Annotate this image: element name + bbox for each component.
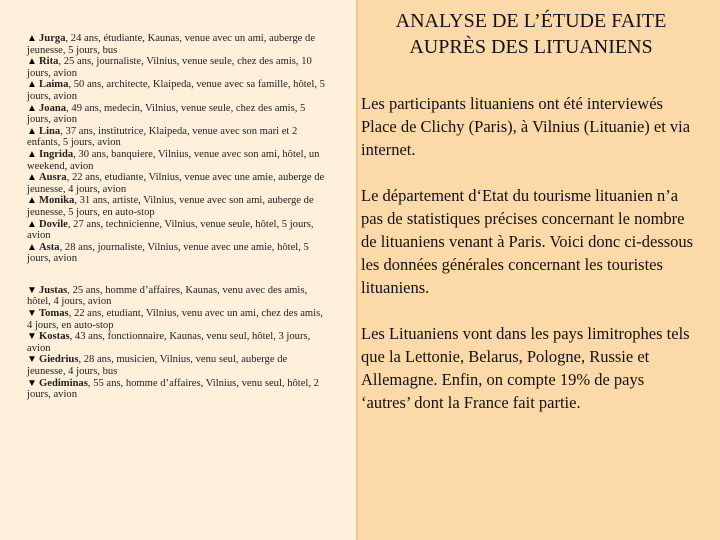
participant-name: Giedrius	[39, 354, 79, 366]
triangle-down-icon: ▼	[27, 354, 37, 366]
participant-details: , 37 ans, institutrice, Klaipeda, venue avec son mari et 2 enfants, 5 jours, avion	[27, 125, 298, 149]
participant-entry	[27, 172, 325, 195]
triangle-down-icon: ▼	[27, 331, 37, 343]
participant-name: Jurga	[39, 33, 66, 44]
triangle-up-icon: ▲	[27, 56, 37, 68]
participant-name: Joana	[39, 102, 67, 114]
participant-name: Ausra	[39, 172, 67, 184]
analysis-panel	[361, 0, 701, 414]
participant-name: Laima	[39, 79, 69, 91]
triangle-up-icon: ▲	[27, 102, 37, 114]
participant-entry	[27, 195, 325, 218]
participant-name: Asta	[39, 241, 60, 253]
participant-entry	[27, 33, 325, 56]
triangle-up-icon: ▲	[27, 79, 37, 91]
participant-details: , 28 ans, journaliste, Vilnius, venue avec une amie, hôtel, 5 jours, avion	[27, 241, 309, 265]
men-participants-list	[27, 285, 356, 401]
participant-details: , 31 ans, artiste, Vilnius, venue avec son ami, auberge de jeunesse, 5 jours, en auto-stop	[27, 195, 314, 218]
paragraph-statistics: Le département d‘Etat du tourisme lituanien n’a pas de statistiques précises concernant le nombre de lituaniens venant à Paris. Voici donc ci-dessous les données générales concernant les touristes lituaniens.	[361, 186, 694, 297]
triangle-up-icon: ▲	[27, 172, 37, 184]
participant-name: Monika	[39, 195, 75, 207]
participant-name: Gediminas	[39, 377, 88, 389]
participant-details: , 50 ans, architecte, Klaipeda, venue avec sa famille, hôtel, 5 jours, avion	[27, 79, 325, 102]
participant-details: , 25 ans, journaliste, Vilnius, venue seule, chez des amis, 10 jours, avion	[27, 56, 312, 79]
participant-details: , 22 ans, etudiante, Vilnius, venue avec une amie, auberge de jeunesse, 4 jours, avion	[27, 172, 325, 195]
women-participants-list	[27, 33, 356, 265]
participant-name: Kostas	[39, 331, 70, 343]
triangle-up-icon: ▲	[27, 125, 37, 137]
participant-entry	[27, 378, 325, 401]
participant-entry	[27, 103, 325, 126]
participants-list-panel	[0, 0, 358, 540]
triangle-down-icon: ▼	[27, 308, 37, 320]
triangle-up-icon: ▲	[27, 241, 37, 253]
participant-entry	[27, 219, 325, 242]
triangle-up-icon: ▲	[27, 33, 37, 44]
participant-details: , 49 ans, medecin, Vilnius, venue seule, chez des amis, 5 jours, avion	[27, 102, 306, 126]
participant-name: Tomas	[39, 308, 69, 320]
participant-name: Lina	[39, 125, 61, 137]
participant-entry	[27, 56, 325, 79]
participant-entry	[27, 79, 325, 102]
participant-entry	[27, 308, 325, 331]
participant-entry	[27, 354, 325, 377]
triangle-up-icon: ▲	[27, 195, 37, 207]
participant-details: , 30 ans, banquiere, Vilnius, venue avec son ami, hôtel, un weekend, avion	[27, 148, 320, 172]
participant-details: , 27 ans, technicienne, Vilnius, venue seule, hôtel, 5 jours, avion	[27, 218, 314, 242]
paragraph-destinations: Les Lituaniens vont dans les pays limitrophes tels que la Lettonie, Belarus, Pologne, Russie et Allemagne. Enfin, on compte 19% de pays ‘autres’ dont la France fait partie.	[361, 324, 690, 412]
participant-details: , 55 ans, homme d’affaires, Vilnius, venu seul, hôtel, 2 jours, avion	[27, 377, 319, 401]
participant-entry	[27, 331, 325, 354]
list-separator	[27, 265, 356, 285]
participant-entry	[27, 149, 325, 172]
participant-details: , 43 ans, fonctionnaire, Kaunas, venu seul, hôtel, 3 jours, avion	[27, 331, 311, 354]
participant-entry	[27, 126, 325, 149]
participant-details: , 25 ans, homme d’affaires, Kaunas, venu avec des amis, hôtel, 4 jours, avion	[27, 284, 308, 308]
paragraph-interview-locations: Les participants lituaniens ont été interviewés Place de Clichy (Paris), à Vilnius (Lituanie) et via internet.	[361, 94, 691, 159]
participant-details: , 22 ans, etudiant, Vilnius, venu avec un ami, chez des amis, 4 jours, en auto-stop	[27, 308, 323, 331]
page-title: ANALYSE DE L’ÉTUDE FAITE AUPRÈS DES LITUANIENS	[395, 10, 667, 58]
participant-name: Dovile	[39, 218, 68, 230]
triangle-down-icon: ▼	[27, 377, 37, 389]
participant-details: , 28 ans, musicien, Vilnius, venu seul, auberge de jeunesse, 4 jours, bus	[27, 354, 288, 378]
participant-name: Justas	[39, 284, 68, 296]
triangle-down-icon: ▼	[27, 284, 37, 296]
participant-name: Ingrida	[39, 148, 74, 160]
participant-entry	[27, 242, 325, 265]
participant-name: Rita	[39, 56, 59, 68]
triangle-up-icon: ▲	[27, 218, 37, 230]
participant-entry	[27, 285, 325, 308]
participant-details: , 24 ans, étudiante, Kaunas, venue avec un ami, auberge de jeunesse, 5 jours, bus	[27, 33, 316, 56]
triangle-up-icon: ▲	[27, 148, 37, 160]
